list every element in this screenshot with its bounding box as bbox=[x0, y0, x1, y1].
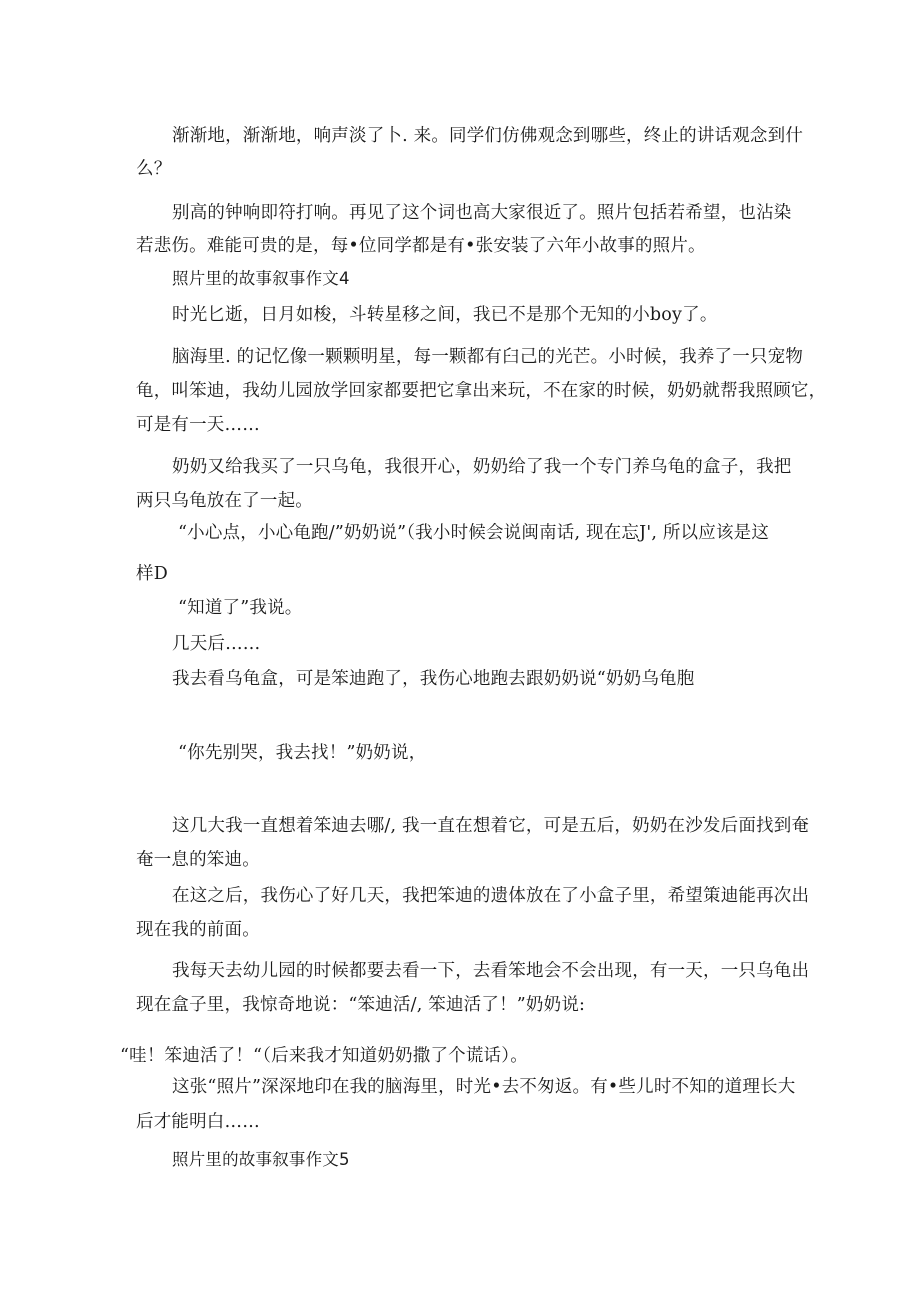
section-heading: 照片里的故事叙事作文4 bbox=[172, 269, 350, 288]
paragraph-line: 龟，叫笨迪，我幼儿园放学回家都要把它拿出来玩，不在家的时候，奶奶就帮我照顾它， bbox=[136, 381, 827, 401]
paragraph-line: “小心点，小心龟跑/”奶奶说”（我小时候会说闽南话, 现在忘J', 所以应该是这 bbox=[178, 523, 770, 543]
paragraph-line: 现在我的前面。 bbox=[136, 920, 260, 940]
paragraph-line: 我去看乌龟盒，可是笨迪跑了，我伤心地跑去跟奶奶说“奶奶乌龟胞 bbox=[172, 669, 695, 689]
paragraph-line: 别高的钟响即符打响。再见了这个词也高大家很近了。照片包括若希望，也沾染 bbox=[172, 203, 792, 223]
paragraph-line: 奶奶又给我买了一只乌龟，我很开心，奶奶给了我一个专门养乌龟的盒子，我把 bbox=[172, 457, 792, 477]
paragraph-line: 现在盒子里，我惊奇地说：“笨迪活/, 笨迪活了！”奶奶说: bbox=[136, 995, 586, 1015]
paragraph-line: 这几大我一直想着笨迪去哪/, 我一直在想着它，可是五后，奶奶在沙发后面找到奄 bbox=[172, 816, 810, 836]
paragraph-line: 若悲伤。难能可贵的是，每•位同学都是有•张安装了六年小故事的照片。 bbox=[136, 236, 706, 256]
paragraph-line: 脑海里. 的记忆像一颗颗明星，每一颗都有臼己的光芒。小时候，我养了一只宠物 bbox=[172, 347, 804, 367]
paragraph-line: “你先别哭，我去找！”奶奶说， bbox=[178, 743, 427, 763]
paragraph-line: 这张“照片”深深地印在我的脑海里，时光•去不匆返。有•些儿时不知的道理长大 bbox=[172, 1077, 796, 1097]
paragraph-line: 两只乌龟放在了一起。 bbox=[136, 491, 313, 511]
paragraph-line: “知道了”我说。 bbox=[178, 598, 303, 618]
paragraph-line: 样D bbox=[136, 564, 168, 584]
paragraph-line: 后才能明白…… bbox=[136, 1112, 260, 1132]
section-heading: 照片里的故事叙事作文5 bbox=[172, 1150, 350, 1169]
paragraph-line: 么？ bbox=[136, 159, 172, 179]
paragraph-line: 可是有一天…… bbox=[136, 415, 260, 435]
paragraph-line: “哇！笨迪活了！“（后来我才知道奶奶撒了个谎话）。 bbox=[120, 1046, 528, 1066]
paragraph-line: 时光匕逝，日月如梭，斗转星移之间，我已不是那个无知的小boy了。 bbox=[172, 305, 718, 325]
paragraph-line: 在这之后，我伤心了好几天，我把笨迪的遗体放在了小盒子里，希望策迪能再次出 bbox=[172, 886, 810, 906]
paragraph-line: 我每天去幼儿园的时候都要去看一下，去看笨地会不会出现，有一天，一只乌龟出 bbox=[172, 961, 810, 981]
paragraph-line: 渐渐地，渐渐地，响声淡了卜. 来。同学们仿佛观念到哪些，终止的讲话观念到什 bbox=[172, 126, 804, 146]
paragraph-line: 几天后…… bbox=[172, 634, 261, 654]
paragraph-line: 奄一息的笨迪。 bbox=[136, 850, 260, 870]
